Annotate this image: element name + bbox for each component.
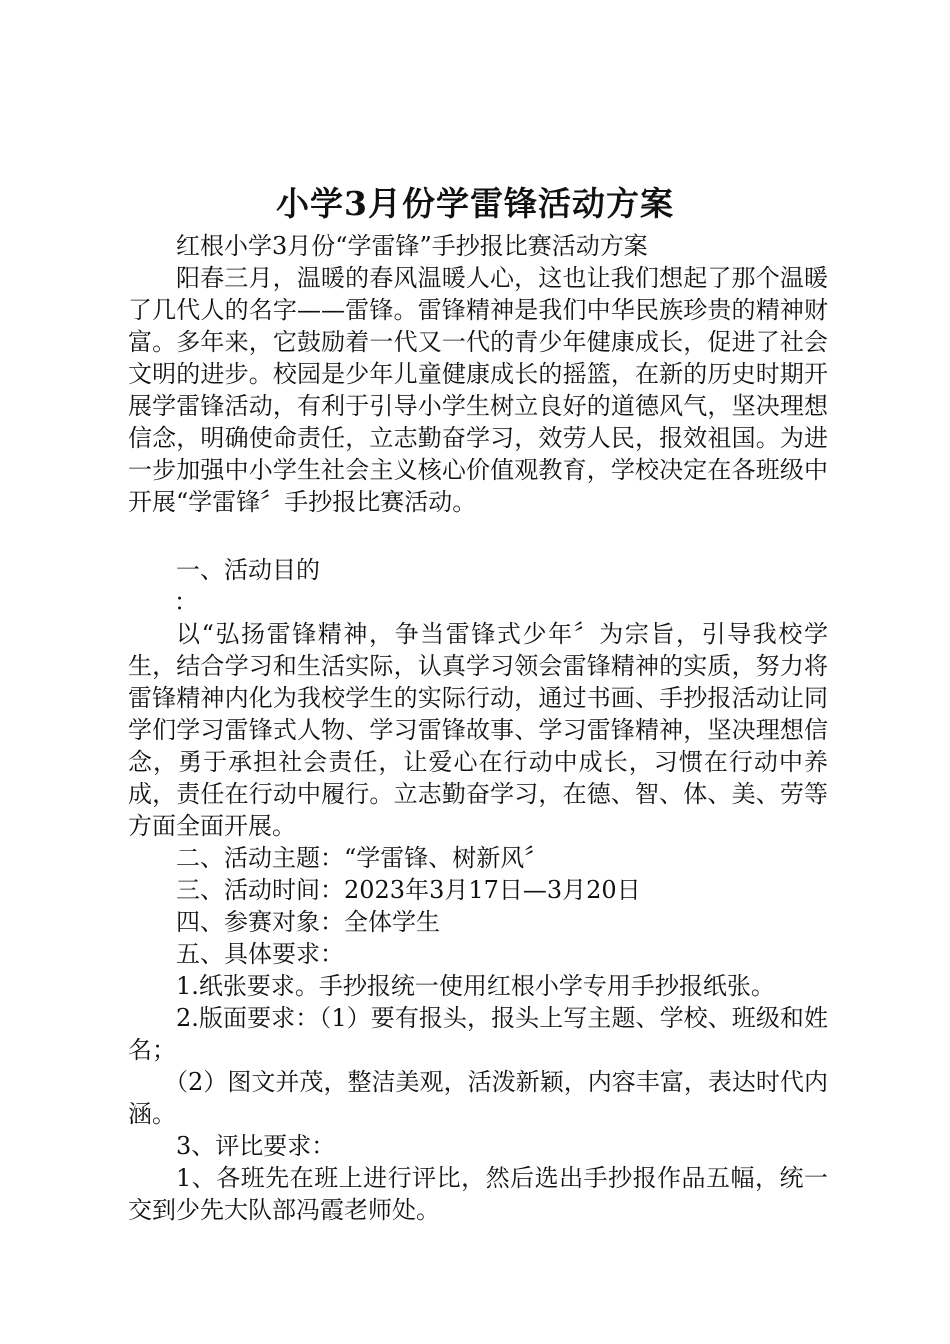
document-title: 小学3月份学雷锋活动方案 [276,184,674,223]
judging-item-1: 1、各班先在班上进行评比，然后选出手抄报作品五幅，统一交到少先大队部冯霞老师处。 [128,1164,828,1224]
intro-paragraph: 阳春三月，温暖的春风温暖人心，这也让我们想起了那个温暖了几代人的名字——雷锋。雷锋精神是我们中华民族珍贵的精神财富。多年来，它鼓励着一代又一代的青少年健康成长，促进了社会文明的进步。校园是少年儿童健康成长的摇篮，在新的历史时期开展学雷锋活动，有利于引导小学生树立良好的道德风气，坚决理想信念，明确使命责任，立志勤奋学习，效劳人民，报效祖国。为进一步加强中小学生社会主义核心价值观教育，学校决定在各班级中开展“学雷锋〞手抄报比赛活动。 [128,264,828,516]
paragraph-gap [128,518,828,554]
requirement-layout: 2.版面要求：（1）要有报头，报头上写主题、学校、班级和姓名； [128,1004,828,1064]
requirement-layout-sub: （2）图文并茂，整洁美观，活泼新颖，内容丰富，表达时代内涵。 [128,1068,828,1128]
section3-time: 三、活动时间：2023年3月17日—3月20日 [176,876,641,904]
section1-heading: 一、活动目的 [176,556,320,584]
section4-participants: 四、参赛对象：全体学生 [176,908,440,936]
subtitle: 红根小学3月份“学雷锋”手抄报比赛活动方案 [176,232,648,260]
requirement-judging: 3、评比要求： [176,1132,336,1160]
section5-requirements: 五、具体要求： [176,940,344,968]
section2-theme: 二、活动主题：“学雷锋、树新风〞 [176,844,549,872]
section1-colon: ： [174,588,198,616]
requirement-paper: 1.纸张要求。手抄报统一使用红根小学专用手抄报纸张。 [176,972,775,1000]
document-body [128,230,828,1226]
section1-body: 以“弘扬雷锋精神，争当雷锋式少年〞为宗旨，引导我校学生，结合学习和生活实际，认真学习领会雷锋精神的实质，努力将雷锋精神内化为我校学生的实际行动，通过书画、手抄报活动让同学们学习雷锋式人物、学习雷锋故事、学习雷锋精神，坚决理想信念，勇于承担社会责任，让爱心在行动中成长，习惯在行动中养成，责任在行动中履行。立志勤奋学习，在德、智、体、美、劳等方面全面开展。 [128,620,828,840]
